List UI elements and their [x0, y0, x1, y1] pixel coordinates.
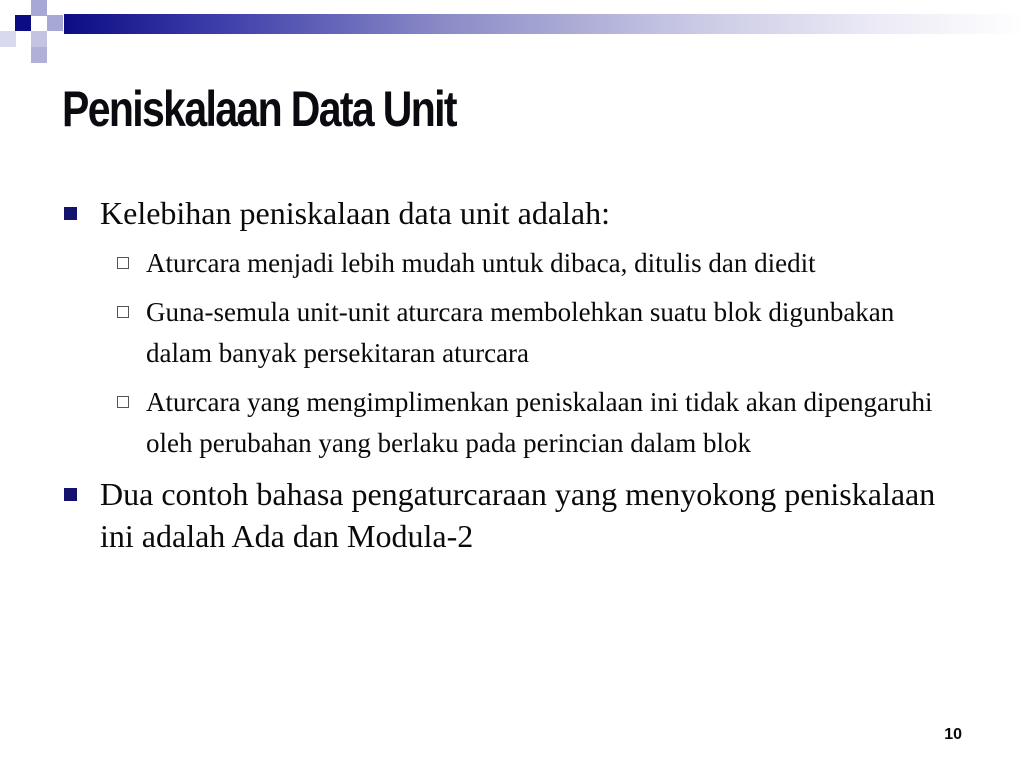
decor-square-light — [31, 47, 47, 63]
bullet-text: Dua contoh bahasa pengaturcaraan yang menyokong peniskalaan ini adalah Ada dan Modula-2 — [100, 476, 936, 554]
header-gradient-band — [64, 14, 1024, 34]
filled-square-icon — [64, 207, 77, 220]
decor-square-light — [31, 31, 47, 47]
hollow-square-icon — [117, 257, 129, 269]
slide-content — [0, 192, 1024, 557]
decor-square-light — [0, 31, 16, 47]
bullet-item — [0, 473, 950, 557]
decor-square-dark — [15, 15, 31, 31]
sub-bullet-text: Aturcara yang mengimplimenkan peniskalaan ini tidak akan dipengaruhi oleh perubahan yang berlaku pada perincian dalam blok — [146, 387, 933, 458]
sub-bullet-text: Guna-semula unit-unit aturcara membolehkan suatu blok digunbakan dalam banyak persekitaran aturcara — [146, 297, 895, 368]
decor-square-light — [47, 15, 63, 31]
page-number: 10 — [944, 726, 962, 743]
bullet-text: Kelebihan peniskalaan data unit adalah: — [100, 195, 611, 231]
decor-square-light — [31, 0, 47, 16]
hollow-square-icon — [117, 306, 129, 318]
slide-title: Peniskalaan Data Unit — [62, 81, 456, 137]
filled-square-icon — [64, 488, 77, 501]
sub-bullet-item — [0, 292, 936, 374]
hollow-square-icon — [117, 396, 129, 408]
bullet-item — [0, 192, 950, 234]
sub-bullet-text: Aturcara menjadi lebih mudah untuk dibaca, ditulis dan diedit — [146, 248, 816, 278]
corner-decoration — [0, 0, 90, 70]
sub-bullet-item — [0, 382, 936, 464]
sub-bullet-item — [0, 243, 936, 284]
